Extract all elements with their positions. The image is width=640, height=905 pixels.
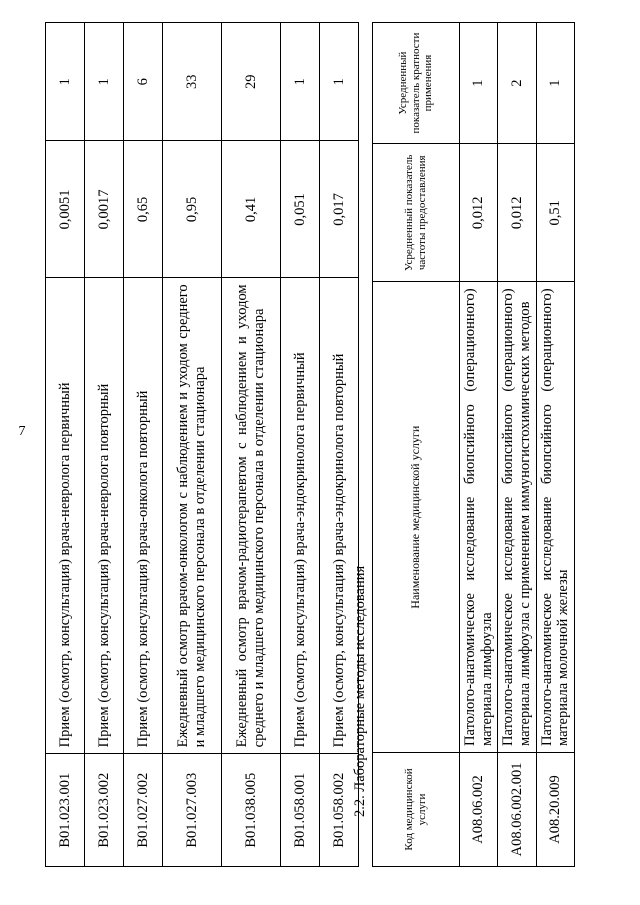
- multiplicity-value: 1: [85, 23, 124, 141]
- service-name: Прием (осмотр, консультация) врача-эндокринолога первичный: [281, 278, 320, 754]
- header-frequency: Усредненный показатель частоты предоставления: [373, 144, 460, 282]
- service-name: Ежедневный осмотр врачом-онкологом с наблюдением и уходом среднего и младшего медицинского персонала в отделении стационара: [163, 278, 222, 754]
- table-row: [536, 23, 574, 867]
- section-title: 2.2. Лабораторные методы исследования: [352, 565, 368, 817]
- table-row: [498, 23, 536, 867]
- frequency-value: 0,012: [498, 144, 536, 282]
- service-code: B01.058.001: [281, 754, 320, 867]
- page-number: 7: [18, 424, 26, 439]
- frequency-value: 0,41: [222, 141, 281, 278]
- frequency-value: 0,0017: [85, 141, 124, 278]
- service-code: B01.027.003: [163, 754, 222, 867]
- frequency-value: 0,0051: [46, 141, 85, 278]
- table-row: [460, 23, 498, 867]
- multiplicity-value: 33: [163, 23, 222, 141]
- table-row: [46, 23, 85, 867]
- table-row: [85, 23, 124, 867]
- service-code: B01.023.001: [46, 754, 85, 867]
- frequency-value: 0,65: [124, 141, 163, 278]
- table-row: [124, 23, 163, 867]
- services-table: [45, 22, 359, 867]
- table-row: [222, 23, 281, 867]
- multiplicity-value: 1: [320, 23, 359, 141]
- service-code: A08.06.002.001: [498, 752, 536, 866]
- service-code: B01.027.002: [124, 754, 163, 867]
- table-row: [163, 23, 222, 867]
- lab-methods-table: [372, 22, 575, 867]
- multiplicity-value: 29: [222, 23, 281, 141]
- multiplicity-value: 1: [460, 23, 498, 144]
- service-name: Прием (осмотр, консультация) врача-онколога повторный: [124, 278, 163, 754]
- service-name: Ежедневный осмотр врачом-радиотерапевтом с наблюдением и уходом среднего и младшего медицинского персонала в отделении стационара: [222, 278, 281, 754]
- multiplicity-value: 2: [498, 23, 536, 144]
- header-name: Наименование медицинской услуги: [373, 282, 460, 753]
- service-code: B01.023.002: [85, 754, 124, 867]
- multiplicity-value: 1: [281, 23, 320, 141]
- service-code: B01.058.002: [320, 754, 359, 867]
- service-name: Патолого-анатомическое исследование биопсийного (операционного) материала лимфоузла с применением иммуногистохимических методов: [498, 282, 536, 753]
- frequency-value: 0,051: [281, 141, 320, 278]
- frequency-value: 0,95: [163, 141, 222, 278]
- service-code: A08.20.009: [536, 752, 574, 866]
- service-code: B01.038.005: [222, 754, 281, 867]
- frequency-value: 0,51: [536, 144, 574, 282]
- table-header-row: [373, 23, 460, 867]
- multiplicity-value: 1: [46, 23, 85, 141]
- service-name: Прием (осмотр, консультация) врача-невролога повторный: [85, 278, 124, 754]
- frequency-value: 0,012: [460, 144, 498, 282]
- service-name: Патолого-анатомическое исследование биопсийного (операционного) материала лимфоузла: [460, 282, 498, 753]
- table-row: [281, 23, 320, 867]
- frequency-value: 0,017: [320, 141, 359, 278]
- multiplicity-value: 6: [124, 23, 163, 141]
- service-name: Прием (осмотр, консультация) врача-эндокринолога повторный: [320, 278, 359, 754]
- service-name: Прием (осмотр, консультация) врача-невролога первичный: [46, 278, 85, 754]
- service-code: A08.06.002: [460, 752, 498, 866]
- service-name: Патолого-анатомическое исследование биопсийного (операционного) материала молочной железы: [536, 282, 574, 753]
- header-multiplicity: Усредненный показатель кратности применения: [373, 23, 460, 144]
- multiplicity-value: 1: [536, 23, 574, 144]
- header-code: Код медицинской услуги: [373, 752, 460, 866]
